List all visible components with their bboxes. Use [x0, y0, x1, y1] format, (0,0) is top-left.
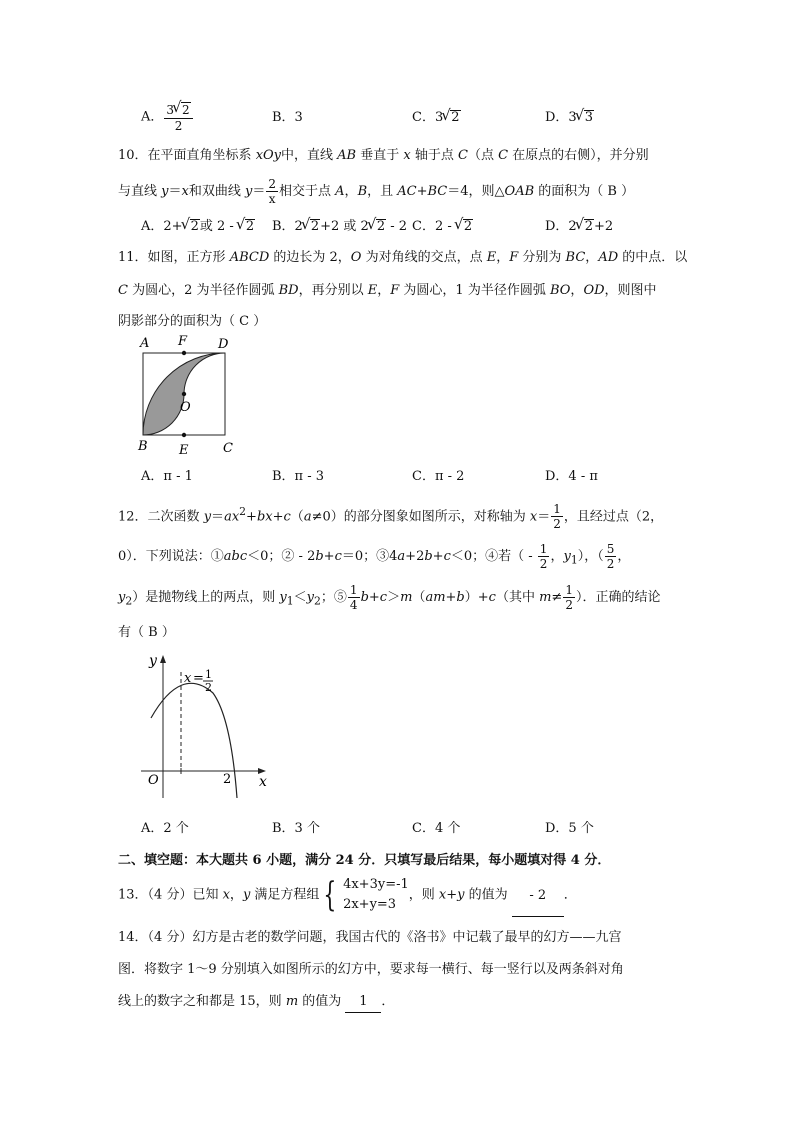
label-2: 2 — [223, 772, 232, 787]
q9-options — [0, 102, 794, 133]
sym-label-den: 2 — [205, 681, 212, 694]
q12-line-1: 12．二次函数 $y=ax^2+bx+c(a\ne 0)$的部分图象如图所示，对称轴为 x＝ $\frac{1}{2}$ ，且经过点（2， — [118, 502, 664, 532]
point-f — [182, 351, 186, 355]
q10-options — [0, 217, 794, 241]
label-o: O — [180, 400, 191, 415]
q12-option-d: D．5 个 — [545, 821, 594, 836]
label-a: A — [140, 336, 150, 351]
equation-2: 2x+y=3 — [343, 897, 397, 912]
section-2-heading: 二、填空题：本大题共 6 小题，满分 24 分．只填写最后结果，每小题填对得 4 分． — [118, 853, 611, 868]
sym-label-x: x — [184, 671, 192, 686]
q12-line-4: 有（ B ） — [118, 625, 175, 640]
label-x: x — [259, 774, 267, 790]
point-o — [182, 392, 186, 396]
q12-line-3: $y_2$）是抛物线上的两点，则 $y_1<y_2$；⑤ $\frac{1}{4}$ b+c＞m（am+b）+c（其中 m≠ $\frac{1}{2}$ ）．正确的结论 — [118, 583, 661, 612]
q11-option-d: D．4 - π — [545, 469, 598, 484]
sym-label-eq: = — [193, 671, 204, 686]
q10-option-a: A．2+√ 2或 2 - √ 2 — [141, 217, 255, 237]
label-y: y — [149, 653, 157, 669]
q14-line-2: 图．将数字 1～9 分别填入如图所示的幻方中，要求每一横行、每一竖行以及两条斜对角 — [118, 962, 624, 977]
q13-answer: - 2 — [512, 876, 564, 917]
label-d: D — [218, 337, 229, 352]
equation-1: 4x+3y=-1 — [343, 877, 409, 892]
q10-option-b: B．2√ 2+2 或 2√ 2 - 2 — [272, 217, 407, 237]
q14-answer: 1 — [345, 992, 381, 1013]
y-axis-arrow — [160, 655, 166, 663]
point-e — [182, 433, 186, 437]
q12-option-c: C．4 个 — [412, 821, 461, 836]
q10-option-d: D．2√ 2+2 — [545, 217, 613, 237]
label-c: C — [223, 441, 233, 456]
q14-line-1: 14．（4 分）幻方是古老的数学问题，我国古代的《洛书》中记载了最早的幻方——九宫 — [118, 930, 622, 945]
q12-figure — [136, 648, 276, 803]
sym-label-num: 1 — [205, 668, 212, 681]
q12-line-2: 0）．下列说法：①abc＜0；② - 2b+c＝0；③4a+2b+c＜0；④若（ - $\frac{1}{2}$ ，$y_1$），（ $\frac{5}{2}$ ， — [118, 542, 631, 571]
label-f: F — [178, 334, 188, 349]
q11-figure — [130, 333, 250, 458]
q14-line-3: 线上的数字之和都是 15，则 m 的值为 1 ． — [118, 992, 394, 1013]
q13-line: 13．（4 分）已知 x，y 满足方程组 { 4x+3y=-1 2x+y=3 ，则 x+y 的值为 - 2． — [118, 875, 577, 915]
q12-option-b: B．3 个 — [272, 821, 320, 836]
q12-options — [0, 819, 794, 843]
q9-option-d: D．3√ 3 — [545, 108, 594, 128]
label-e: E — [179, 443, 189, 458]
q11-line-2: C 为圆心，2 为半径作圆弧 BD，再分别以 E，F 为圆心，1 为半径作圆弧 BO，OD，则图中 — [118, 283, 657, 298]
label-o: O — [148, 773, 159, 788]
q11-option-c: C．π - 2 — [412, 469, 465, 484]
equation-system: { 4x+3y=-1 2x+y=3 — [323, 875, 409, 915]
q10-option-c: C．2 - √ 2 — [412, 217, 473, 237]
q11-line-3: 阴影部分的面积为（ C ） — [118, 314, 267, 329]
q10-line-1: 10．在平面直角坐标系 xOy中，直线 AB 垂直于 x 轴于点 C（点 C 在原点的右侧），并分别 — [118, 148, 649, 163]
q12-option-a: A．2 个 — [141, 821, 189, 836]
q9-option-a: A． $\frac{3√ 2}{2}$ — [141, 102, 194, 132]
q9-option-c: C．3√ 2 — [412, 108, 461, 128]
q11-option-a: A．π - 1 — [141, 469, 193, 484]
q10-line-2: 与直线 y＝x和双曲线 y＝ $\frac{2}{x}$ 相交于点 A，B，且 AC+BC＝4，则△OAB 的面积为（ B ） — [118, 177, 635, 206]
q9-option-b: B．3 — [272, 110, 303, 125]
q11-option-b: B．π - 3 — [272, 469, 325, 484]
q11-line-1: 11．如图，正方形 ABCD 的边长为 2，O 为对角线的交点，点 E，F 分别为 BC，AD 的中点．以 — [118, 250, 688, 265]
q11-options — [0, 467, 794, 491]
label-b: B — [138, 439, 148, 454]
